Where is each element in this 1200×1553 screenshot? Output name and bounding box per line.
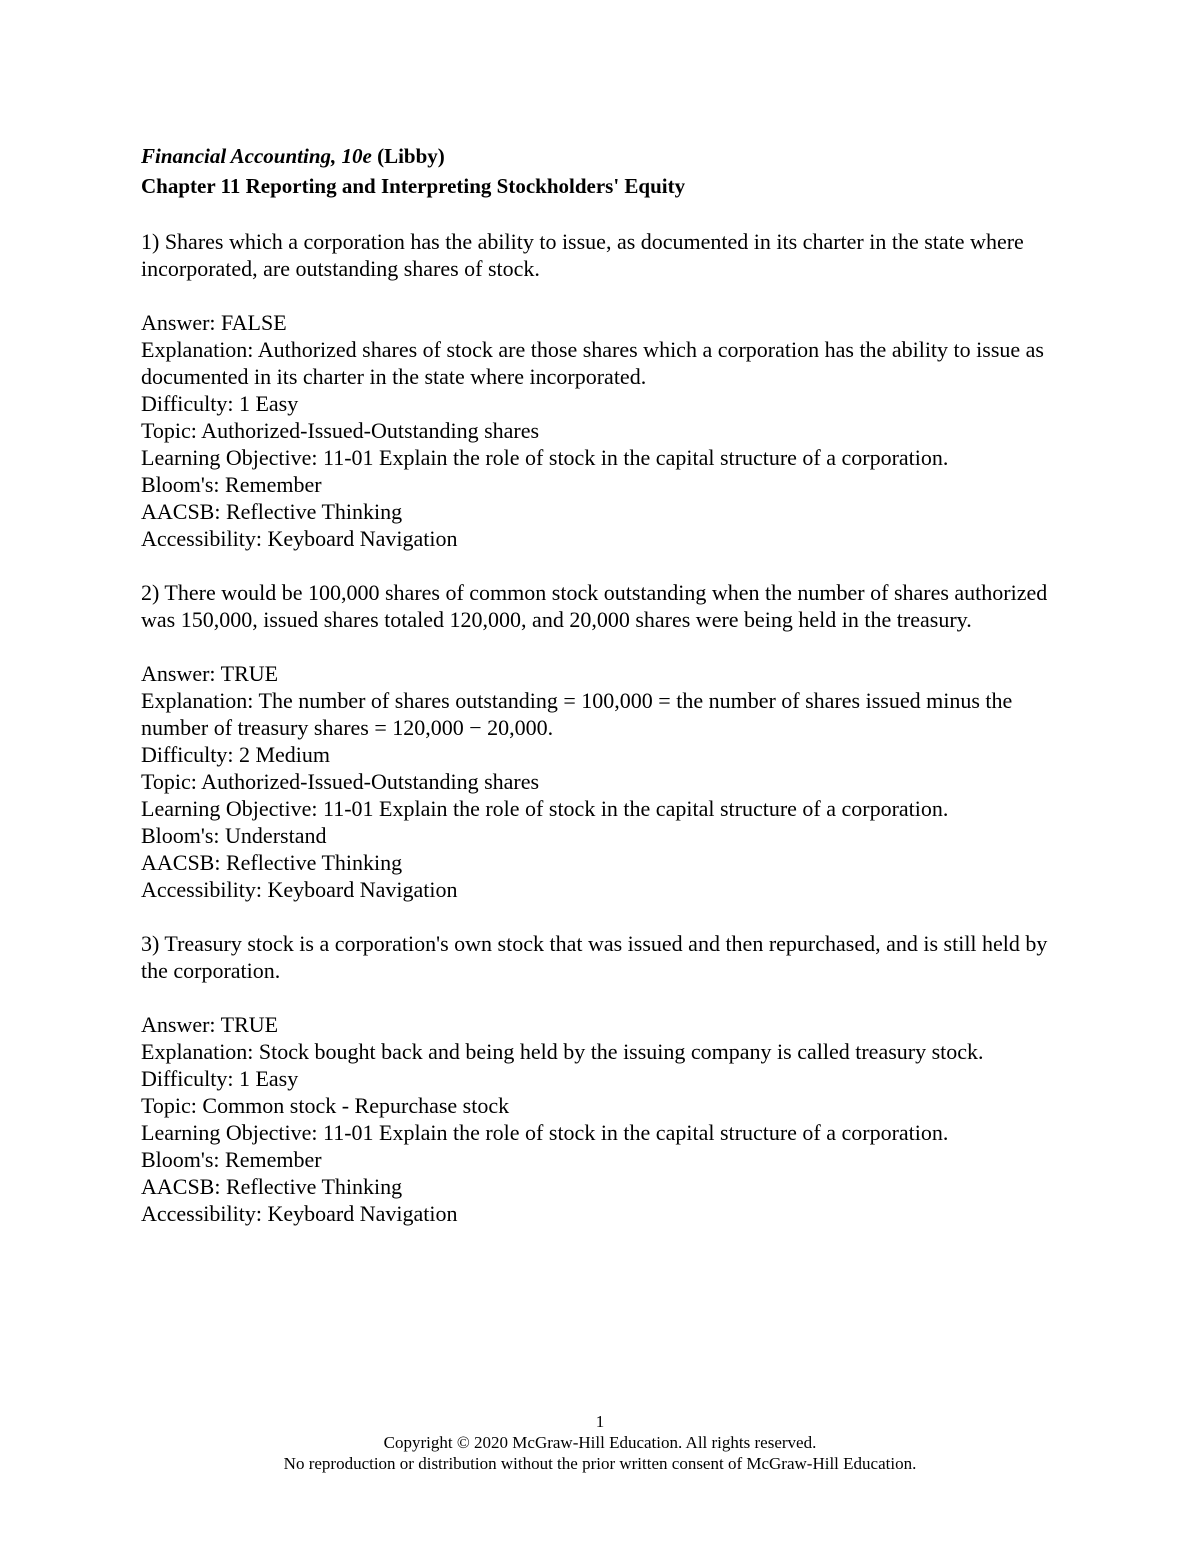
question-prompt: 2) There would be 100,000 shares of common stock outstanding when the number of shares authorized was 150,000, issued shares totaled 120,000, and 20,000 shares were being held in the treasury. bbox=[141, 580, 1048, 632]
reproduction-notice: No reproduction or distribution without the prior written consent of McGraw-Hill Education. bbox=[283, 1454, 917, 1473]
explanation: Explanation: The number of shares outstanding = 100,000 = the number of shares issued minus the number of treasury shares = 120,000 − 20,000. bbox=[141, 688, 1013, 740]
book-title-line bbox=[141, 141, 1071, 171]
question-1 bbox=[141, 228, 1071, 552]
accessibility: Accessibility: Keyboard Navigation bbox=[141, 877, 458, 902]
topic: Topic: Authorized-Issued-Outstanding shares bbox=[141, 418, 540, 443]
difficulty: Difficulty: 2 Medium bbox=[141, 742, 331, 767]
page-footer bbox=[0, 1411, 1200, 1474]
question-2 bbox=[141, 579, 1071, 903]
learning-objective: Learning Objective: 11-01 Explain the role of stock in the capital structure of a corporation. bbox=[141, 796, 949, 821]
question-3 bbox=[141, 930, 1071, 1227]
book-author: (Libby) bbox=[371, 144, 445, 168]
question-prompt: 3) Treasury stock is a corporation's own stock that was issued and then repurchased, and is still held by the corporation. bbox=[141, 931, 1048, 983]
aacsb: AACSB: Reflective Thinking bbox=[141, 1174, 403, 1199]
difficulty: Difficulty: 1 Easy bbox=[141, 391, 299, 416]
aacsb: AACSB: Reflective Thinking bbox=[141, 850, 403, 875]
page-number: 1 bbox=[595, 1412, 605, 1431]
difficulty: Difficulty: 1 Easy bbox=[141, 1066, 299, 1091]
learning-objective: Learning Objective: 11-01 Explain the role of stock in the capital structure of a corporation. bbox=[141, 445, 949, 470]
answer: Answer: FALSE bbox=[141, 310, 287, 335]
answer: Answer: TRUE bbox=[141, 661, 279, 686]
aacsb: AACSB: Reflective Thinking bbox=[141, 499, 403, 524]
explanation: Explanation: Authorized shares of stock are those shares which a corporation has the ability to issue as documented in its charter in the state where incorporated. bbox=[141, 337, 1044, 389]
answer: Answer: TRUE bbox=[141, 1012, 279, 1037]
book-title: Financial Accounting, 10e bbox=[141, 144, 372, 168]
answer-block bbox=[141, 309, 1071, 552]
accessibility: Accessibility: Keyboard Navigation bbox=[141, 1201, 458, 1226]
accessibility: Accessibility: Keyboard Navigation bbox=[141, 526, 458, 551]
blooms: Bloom's: Remember bbox=[141, 472, 322, 497]
blooms: Bloom's: Understand bbox=[141, 823, 327, 848]
learning-objective: Learning Objective: 11-01 Explain the role of stock in the capital structure of a corporation. bbox=[141, 1120, 949, 1145]
blooms: Bloom's: Remember bbox=[141, 1147, 322, 1172]
chapter-title: Chapter 11 Reporting and Interpreting Stockholders' Equity bbox=[141, 174, 686, 198]
page-content bbox=[141, 141, 1071, 1227]
answer-block bbox=[141, 1011, 1071, 1227]
topic: Topic: Common stock - Repurchase stock bbox=[141, 1093, 510, 1118]
answer-block bbox=[141, 660, 1071, 903]
copyright-notice: Copyright © 2020 McGraw-Hill Education. All rights reserved. bbox=[383, 1433, 817, 1452]
explanation: Explanation: Stock bought back and being held by the issuing company is called treasury stock. bbox=[141, 1039, 984, 1064]
topic: Topic: Authorized-Issued-Outstanding shares bbox=[141, 769, 540, 794]
question-prompt: 1) Shares which a corporation has the ability to issue, as documented in its charter in the state where incorporated, are outstanding shares of stock. bbox=[141, 229, 1024, 281]
